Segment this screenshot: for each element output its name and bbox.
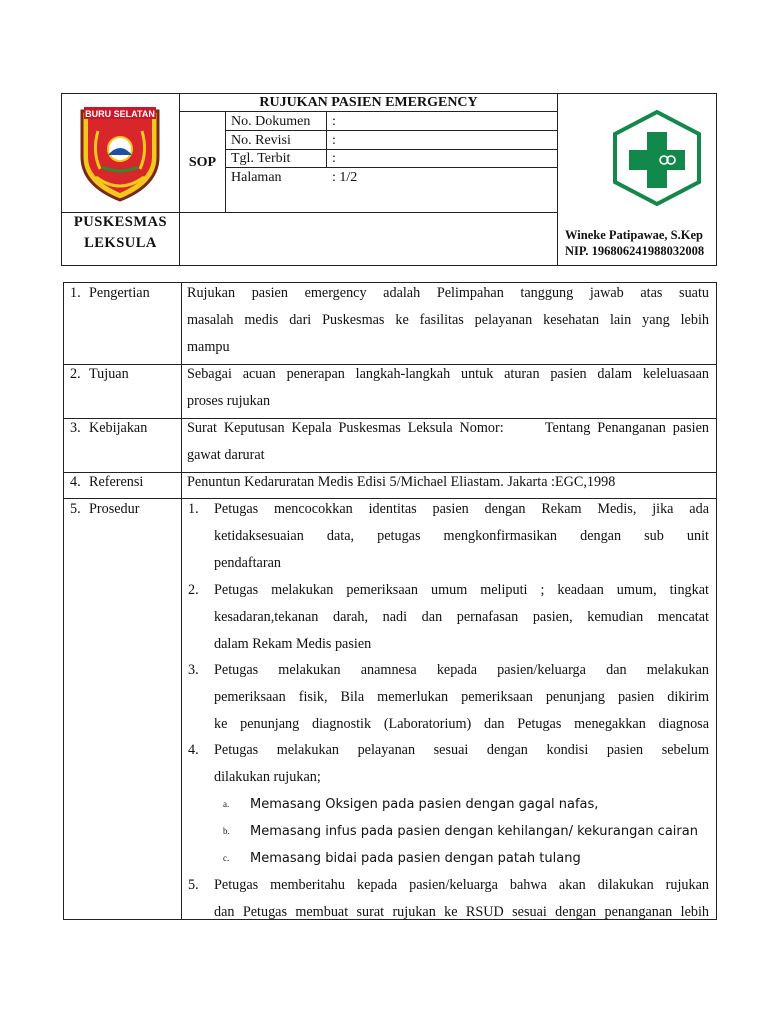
procedure-1-line-2: ketidaksesuaian data, petugas mengkonfirmasikan dengan sub unit [214,528,709,544]
referensi-line-1: Penuntun Kedaruratan Medis Edisi 5/Michael Eliastam. Jakarta :EGC,1998 [187,474,616,490]
procedure-5-number: 5. [188,877,199,893]
procedure-4-line-2: dilakukan rujukan; [214,769,321,785]
row-label-pengertian: Pengertian [89,285,150,301]
document-title: RUJUKAN PASIEN EMERGENCY [259,95,478,110]
meta-label-tgl-terbit: Tgl. Terbit [231,151,291,166]
row-label-prosedur: Prosedur [89,501,140,517]
procedure-2-line-3: dalam Rekam Medis pasien [214,636,372,652]
procedure-3-line-3: ke penunjang diagnostik (Laboratorium) dan Petugas menegakkan diagnosa [214,716,709,732]
procedure-4-sub-b-text: Memasang infus pada pasien dengan kehilangan/ kekurangan cairan [250,824,698,839]
pengertian-line-3: mampu [187,339,230,355]
meta-value-no-dokumen: : [332,114,336,129]
row-label-kebijakan: Kebijakan [89,420,148,436]
procedure-3-line-1: Petugas melakukan anamnesa kepada pasien/keluarga dan melakukan [214,662,709,678]
meta-value-halaman: : 1/2 [332,170,358,185]
procedure-2-line-1: Petugas melakukan pemeriksaan umum meliputi ; keadaan umum, tingkat [214,582,709,598]
procedure-5-line-1: Petugas memberitahu kepada pasien/keluarga bahwa akan dilakukan rujukan [214,877,709,893]
procedure-1-line-1: Petugas mencocokkan identitas pasien dengan Rekam Medis, jika ada [214,501,709,517]
procedure-5-line-2: dan Petugas membuat surat rujukan ke RSUD sesuai dengan penanganan lebih [214,904,709,920]
row-label-tujuan: Tujuan [89,366,129,382]
tujuan-line-2: proses rujukan [187,393,271,409]
meta-value-tgl-terbit: : [332,151,336,166]
row-number-prosedur: 5. [70,501,81,517]
signer-name: Wineke Patipawae, S.Kep [565,228,703,242]
procedure-4-sub-a-text: Memasang Oksigen pada pasien dengan gagal nafas, [250,797,599,812]
procedure-1-line-3: pendaftaran [214,555,281,571]
puskesmas-name-line1: PUSKESMAS [73,214,168,230]
pengertian-line-1: Rujukan pasien emergency adalah Pelimpahan tanggung jawab atas suatu [187,285,709,301]
meta-label-halaman: Halaman [231,170,282,185]
row-number-referensi: 4. [70,474,81,490]
meta-label-no-dokumen: No. Dokumen [231,114,311,129]
meta-label-no-revisi: No. Revisi [231,133,291,148]
sop-label: SOP [188,155,217,170]
row-number-kebijakan: 3. [70,420,81,436]
logo-banner-text: BURU SELATAN [85,109,155,119]
kebijakan-line-1: Surat Keputusan Kepala Puskesmas Leksula Nomor: Tentang Penanganan pasien [187,420,709,436]
row-label-referensi: Referensi [89,474,144,490]
procedure-1-number: 1. [188,501,199,517]
procedure-4-sub-c-text: Memasang bidai pada pasien dengan patah tulang [250,851,581,866]
procedure-4-line-1: Petugas melakukan pelayanan sesuai dengan kondisi pasien sebelum [214,742,709,758]
procedure-3-number: 3. [188,662,199,678]
row-number-pengertian: 1. [70,285,81,301]
meta-value-no-revisi: : [332,133,336,148]
procedure-2-line-2: kesadaran,tekanan darah, nadi dan pernafasan pasien, kemudian mencatat [214,609,709,625]
puskesmas-logo [612,110,702,206]
pengertian-line-2: masalah medis dari Puskesmas ke fasilitas pelayanan kesehatan lain yang lebih [187,312,709,328]
procedure-4-sub-b-letter: b. [223,826,230,836]
procedure-4-number: 4. [188,742,199,758]
procedure-4-sub-a-letter: a. [223,799,230,809]
procedure-3-line-2: pemeriksaan fisik, Bila memerlukan pemeriksaan penunjang pasien dikirim [214,689,709,705]
row-number-tujuan: 2. [70,366,81,382]
signer-nip: NIP. 196806241988032008 [565,244,705,258]
tujuan-line-1: Sebagai acuan penerapan langkah-langkah untuk aturan pasien dalam keleluasaan [187,366,709,382]
procedure-2-number: 2. [188,582,199,598]
buru-selatan-logo [78,103,162,203]
puskesmas-name-line2: LEKSULA [84,235,157,251]
procedure-4-sub-c-letter: c. [223,853,230,863]
kebijakan-line-2: gawat darurat [187,447,265,463]
